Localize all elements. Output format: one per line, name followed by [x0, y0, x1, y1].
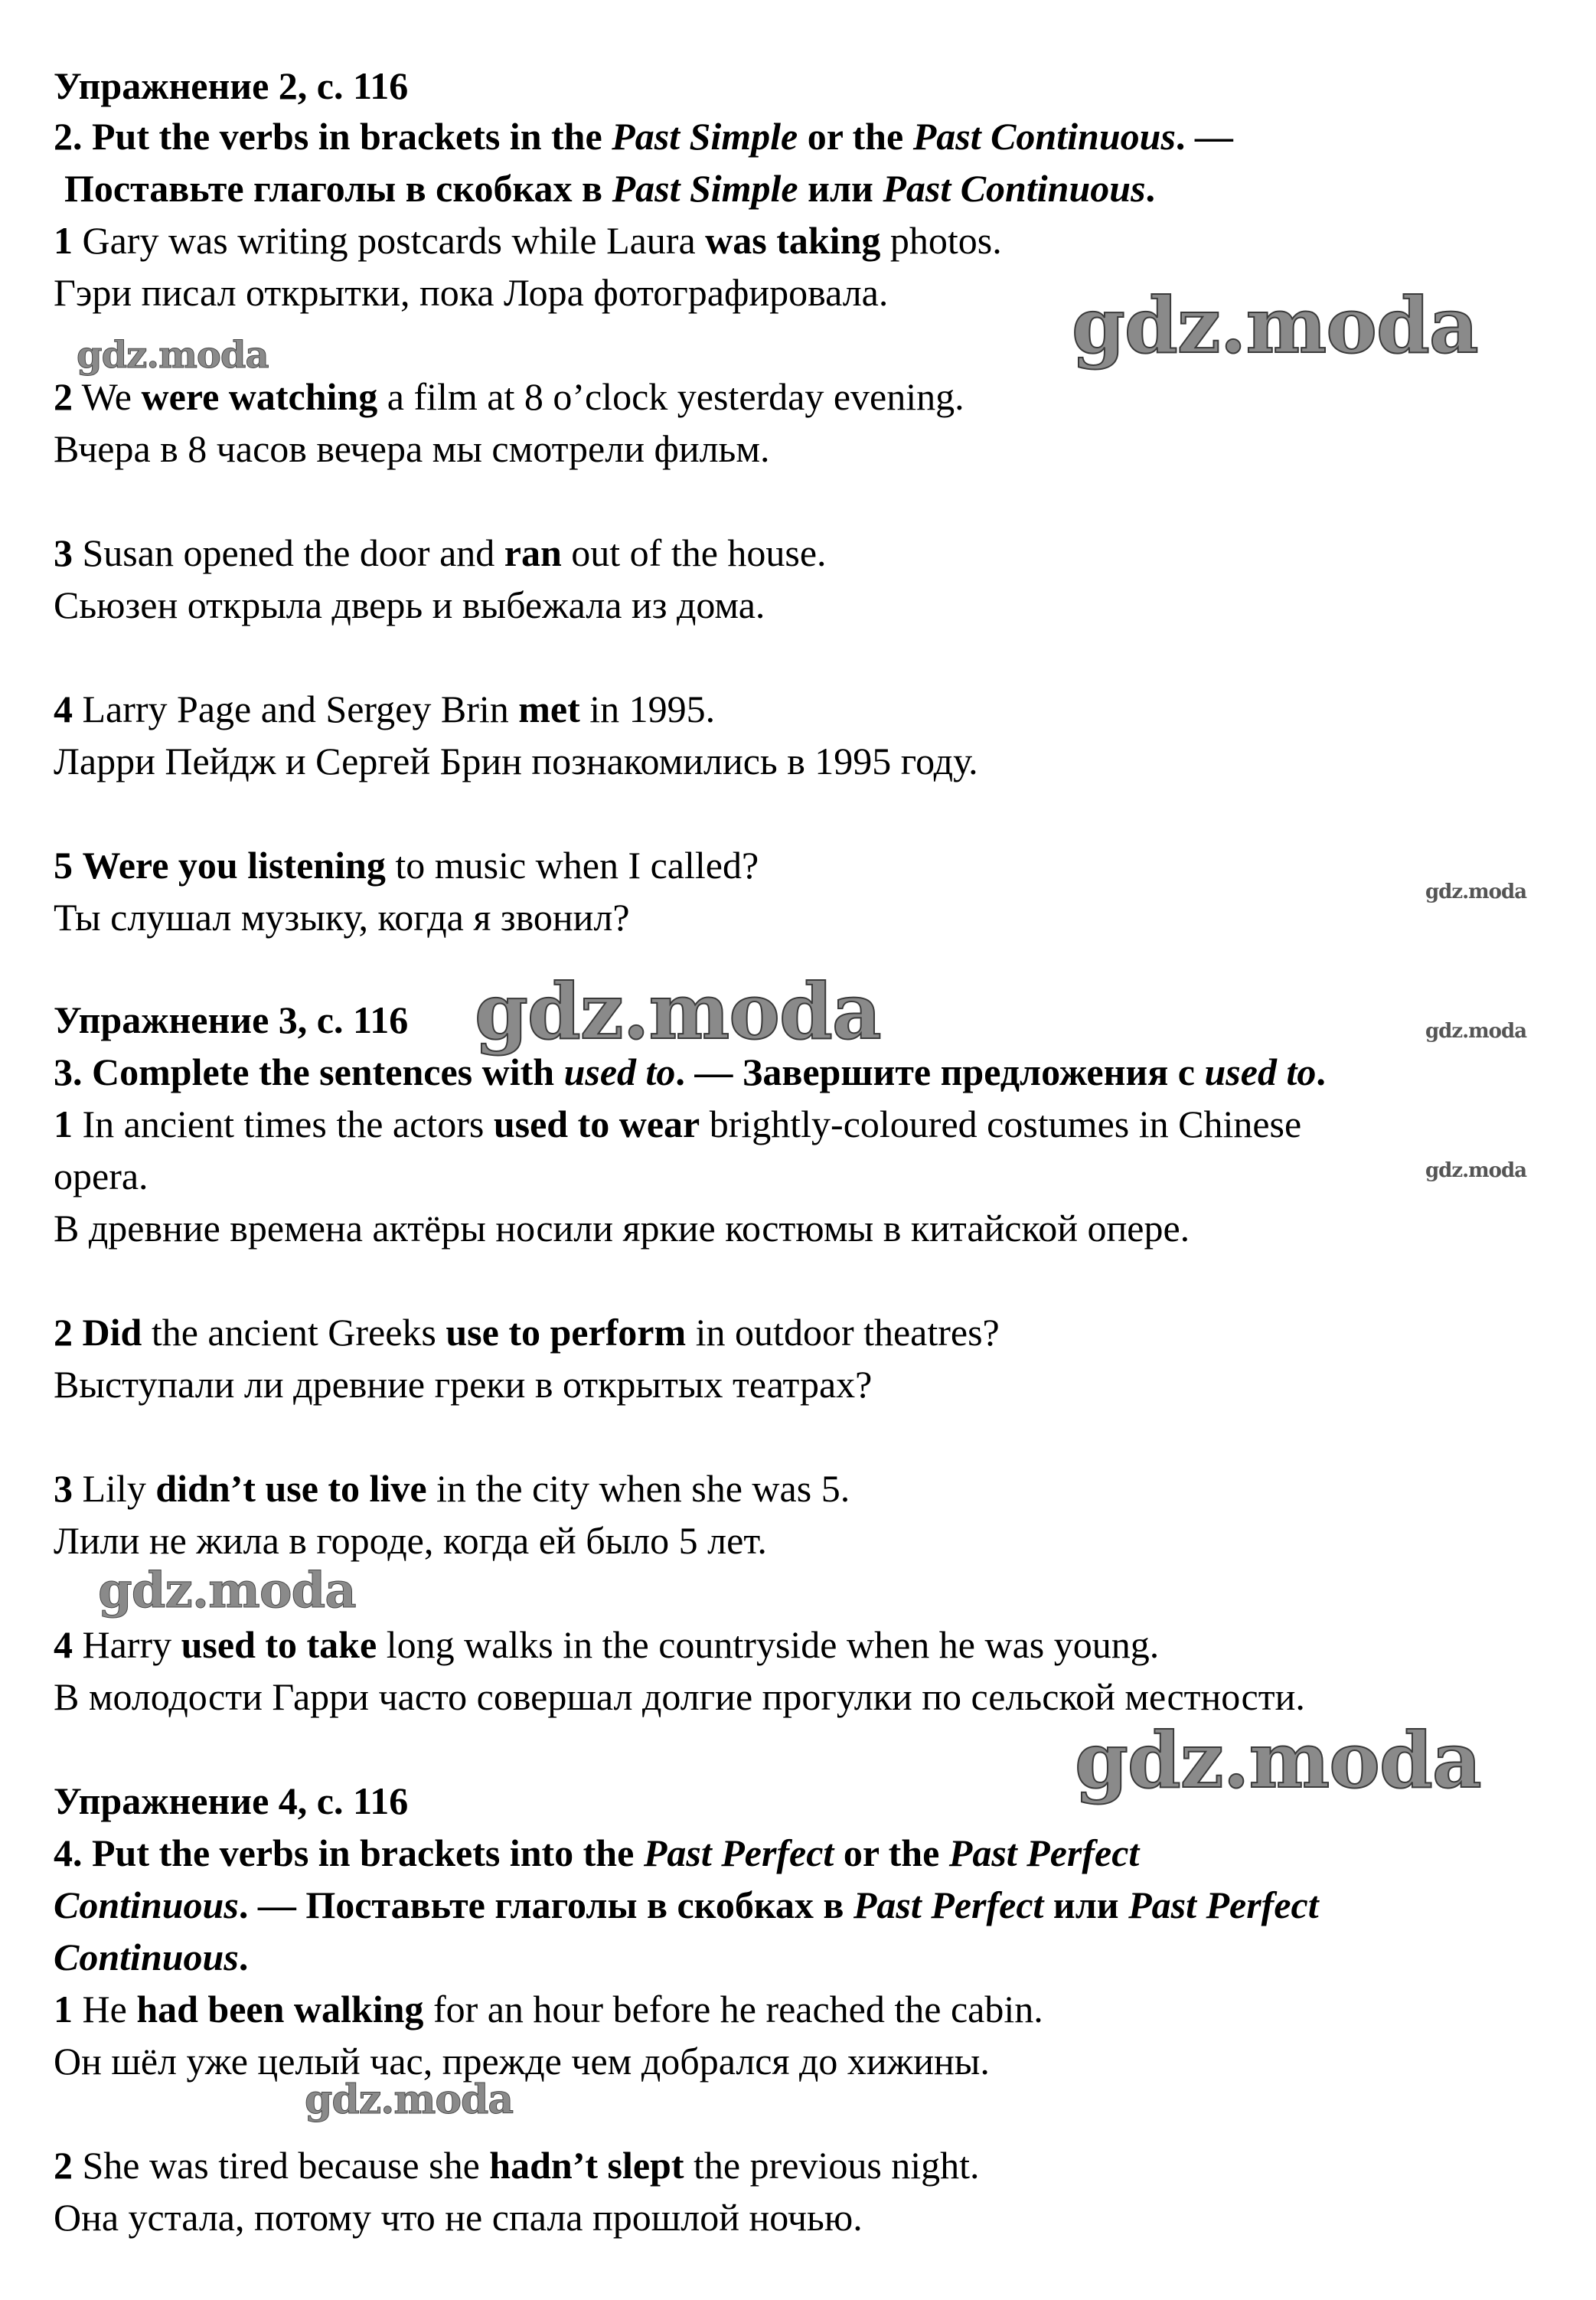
ex2-item-3-ru: Сьюзен открыла дверь и выбежала из дома.: [54, 583, 765, 626]
ex2-item-5-en: 5 Were you listening to music when I called?: [54, 844, 759, 887]
exercise-4-task-line3: Continuous.: [54, 1936, 249, 1978]
watermark: gdz.moda: [1425, 880, 1527, 903]
ex2-item-3-en: 3 Susan opened the door and ran out of the house.: [54, 531, 827, 574]
watermark: gdz.moda: [1072, 280, 1478, 371]
ex3-item-2-ru: Выступали ли древние греки в открытых театрах?: [54, 1363, 873, 1406]
exercise-4-header: Упражнение 4, с. 116: [54, 1779, 409, 1822]
exercise-4-task-line2: Continuous. — Поставьте глаголы в скобках в Past Perfect или Past Perfect: [54, 1883, 1319, 1926]
ex3-item-1-ru: В древние времена актёры носили яркие костюмы в китайской опере.: [54, 1207, 1190, 1250]
ex2-item-1-ru: Гэри писал открытки, пока Лора фотографировала.: [54, 271, 889, 314]
ex2-item-4-en: 4 Larry Page and Sergey Brin met in 1995.: [54, 688, 716, 730]
exercise-3-task: 3. Complete the sentences with used to. — Завершите предложения с used to.: [54, 1050, 1326, 1093]
ex2-item-5-ru: Ты слушал музыку, когда я звонил?: [54, 896, 630, 939]
watermark: gdz.moda: [1425, 1020, 1527, 1043]
watermark: gdz.moda: [1425, 1159, 1527, 1182]
ex4-item-1-ru: Он шёл уже целый час, прежде чем добрался до хижины.: [54, 2040, 990, 2083]
exercise-3-header: Упражнение 3, с. 116: [54, 998, 409, 1041]
ex3-item-3-en: 3 Lily didn’t use to live in the city when she was 5.: [54, 1467, 850, 1510]
exercise-4-task-line1: 4. Put the verbs in brackets into the Past Perfect or the Past Perfect: [54, 1831, 1140, 1874]
ex3-item-1-en-cont: opera.: [54, 1155, 149, 1197]
ex4-item-2-ru: Она устала, потому что не спала прошлой ночью.: [54, 2196, 863, 2239]
watermark: gdz.moda: [305, 2076, 514, 2123]
ex4-item-2-en: 2 She was tired because she hadn’t slept the previous night.: [54, 2144, 980, 2187]
ex2-item-2-en: 2 We were watching a film at 8 o’clock yesterday evening.: [54, 375, 964, 418]
ex4-item-1-en: 1 He had been walking for an hour before he reached the cabin.: [54, 1988, 1043, 2030]
watermark: gdz.moda: [475, 966, 881, 1057]
ex3-item-4-en: 4 Harry used to take long walks in the countryside when he was young.: [54, 1623, 1160, 1666]
ex2-item-1-en: 1 Gary was writing postcards while Laura was taking photos.: [54, 219, 1002, 262]
ex2-item-2-ru: Вчера в 8 часов вечера мы смотрели фильм.: [54, 427, 770, 470]
watermark: gdz.moda: [1075, 1715, 1481, 1805]
exercise-2-header: Упражнение 2, с. 116: [54, 64, 409, 107]
watermark: gdz.moda: [98, 1562, 356, 1619]
ex2-item-4-ru: Ларри Пейдж и Сергей Брин познакомились в 1995 году.: [54, 740, 978, 782]
ex3-item-4-ru: В молодости Гарри часто совершал долгие прогулки по сельской местности.: [54, 1675, 1305, 1718]
ex3-item-1-en: 1 In ancient times the actors used to wear brightly-coloured costumes in Chinese: [54, 1103, 1302, 1145]
exercise-2-task-en: 2. Put the verbs in brackets in the Past Simple or the Past Continuous. —: [54, 115, 1233, 158]
watermark: gdz.moda: [77, 334, 269, 377]
ex3-item-3-ru: Лили не жила в городе, когда ей было 5 лет.: [54, 1519, 767, 1562]
exercise-2-task-ru: Поставьте глаголы в скобках в Past Simple или Past Continuous.: [64, 167, 1156, 210]
ex3-item-2-en: 2 Did the ancient Greeks use to perform in outdoor theatres?: [54, 1311, 1000, 1354]
